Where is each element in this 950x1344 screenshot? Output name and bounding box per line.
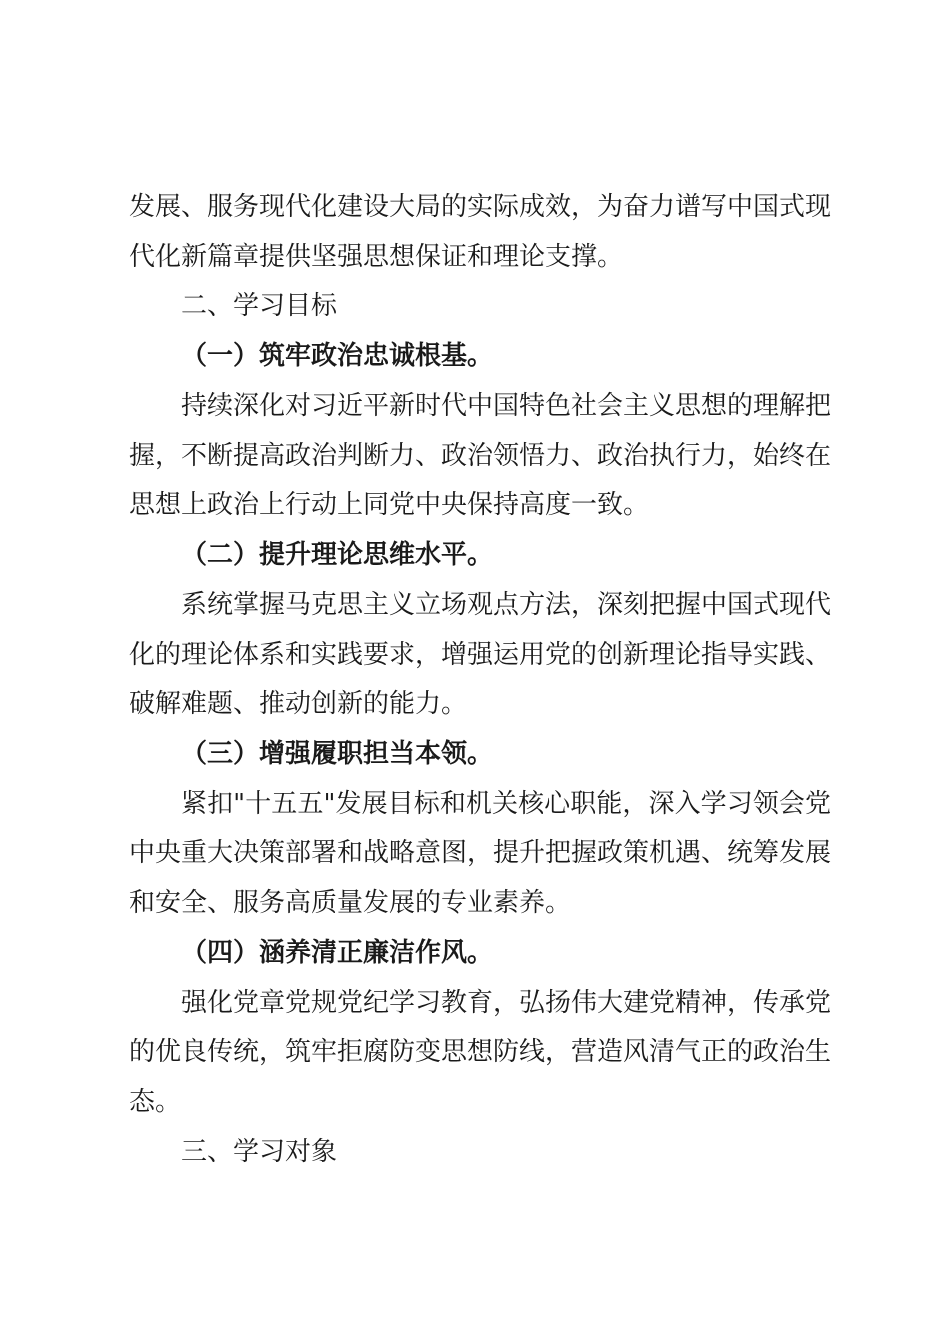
goal-2-heading: （二）提升理论思维水平。 [181, 540, 494, 570]
section-heading-learning-audience: 三、学习对象 [181, 1137, 338, 1167]
goal-3-line-3: 和安全、服务高质量发展的专业素养。 [129, 888, 572, 918]
goal-4-heading: （四）涵养清正廉洁作风。 [181, 938, 494, 968]
goal-3-line-1: 紧扣"十五五"发展目标和机关核心职能，深入学习领会党 [181, 789, 831, 819]
goal-3-line-2: 中央重大决策部署和战略意图，提升把握政策机遇、统筹发展 [129, 838, 832, 868]
section-heading-learning-goals: 二、学习目标 [181, 291, 338, 321]
goal-1-line-1: 持续深化对习近平新时代中国特色社会主义思想的理解把 [181, 391, 832, 421]
goal-4-line-1: 强化党章党规党纪学习教育，弘扬伟大建党精神，传承党 [181, 988, 832, 1018]
goal-3-heading: （三）增强履职担当本领。 [181, 739, 494, 769]
intro-line-1: 发展、服务现代化建设大局的实际成效，为奋力谱写中国式现 [129, 192, 832, 222]
goal-1-line-3: 思想上政治上行动上同党中央保持高度一致。 [129, 490, 650, 520]
goal-2-line-3: 破解难题、推动创新的能力。 [129, 689, 468, 719]
intro-line-2: 代化新篇章提供坚强思想保证和理论支撑。 [129, 242, 624, 272]
goal-4-line-3: 态。 [129, 1087, 182, 1117]
goal-2-line-1: 系统掌握马克思主义立场观点方法，深刻把握中国式现代 [181, 590, 832, 620]
goal-1-line-2: 握，不断提高政治判断力、政治领悟力、政治执行力，始终在 [129, 441, 832, 471]
goal-1-heading: （一）筑牢政治忠诚根基。 [181, 341, 494, 371]
goal-2-line-2: 化的理论体系和实践要求，增强运用党的创新理论指导实践、 [129, 640, 832, 670]
goal-4-line-2: 的优良传统，筑牢拒腐防变思想防线，营造风清气正的政治生 [129, 1037, 832, 1067]
